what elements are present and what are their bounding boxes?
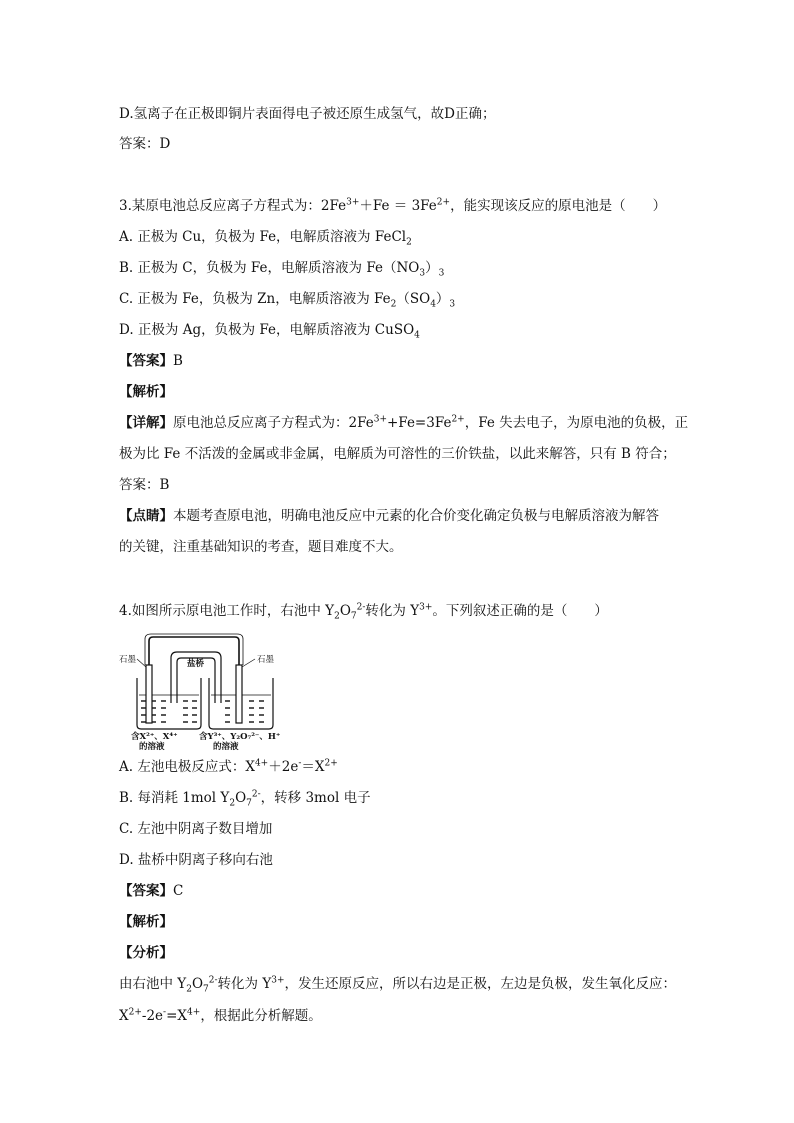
q4-analysis-text: ，发生还原反应，所以右边是正极，左边是负极，发生氧化反应：: [284, 976, 677, 992]
salt-bridge-label: 盐桥: [187, 659, 205, 669]
galvanic-cell-svg: [117, 633, 307, 751]
right-solution-hatching: [225, 701, 264, 722]
q4-stem-sup: 2-: [356, 602, 366, 613]
left-solution-label-1: 含X²⁺、X⁴⁺: [131, 732, 178, 742]
q4-answer: [119, 881, 183, 901]
q3-detail-sup: 3+: [373, 414, 387, 425]
q4-option-a: [119, 757, 338, 777]
q3-detail-text: 原电池总反应离子方程式为：2Fe: [173, 415, 374, 431]
q3-stem-text: 3.某原电池总反应离子方程式为：2Fe: [119, 198, 347, 214]
q3-option-c-sub: 2: [390, 299, 397, 310]
q3-option-c-text: （SO: [396, 291, 431, 307]
q4-analysis-text: =X: [166, 1008, 188, 1024]
q4-analysis-sub: 7: [203, 984, 209, 995]
q4-stem-text: 转化为 Y: [365, 603, 420, 619]
q4-analysis-text: X: [119, 1008, 129, 1024]
q4-option-b: [119, 788, 371, 808]
q3-stem-sup: 3+: [346, 197, 360, 208]
q3-option-a: [119, 227, 412, 247]
q4-answer-tag: 【答案】: [119, 883, 173, 899]
q3-option-c-sub: 3: [449, 299, 456, 310]
q4-option-a-text: ＋2e: [268, 759, 299, 775]
q3-dianjing-text: 本题考查原电池，明确电池反应中元素的化合价变化确定负极与电解质溶液为解答: [173, 508, 659, 524]
q4-analysis-sup: 3+: [271, 975, 285, 986]
q3-dianjing-line-1: [119, 506, 659, 526]
q4-analysis-text: 转化为 Y: [217, 976, 272, 992]
q3-answer: [119, 351, 183, 371]
left-solution-label-2: 的溶液: [139, 742, 165, 751]
q3-dianjing-line-2: 的关键，注重基础知识的考查，题目难度不大。: [119, 539, 403, 555]
q3-detail-text: ，Fe 失去电子，为原电池的负极，正: [464, 415, 689, 431]
q3-option-d-text: D. 正极为 Ag，负极为 Fe，电解质溶液为 CuSO: [119, 322, 415, 338]
q4-analysis-text: -2e: [141, 1008, 164, 1024]
q4-analysis-sup: -: [163, 1007, 167, 1018]
q4-analysis-sub: 2: [186, 984, 192, 995]
q3-answer-tag: 【答案】: [119, 353, 173, 369]
q4-analysis-line-2: [119, 1006, 322, 1026]
q4-stem: [119, 601, 608, 621]
q4-analysis-text: O: [191, 976, 204, 992]
q3-detail-line-2: 极为比 Fe 不活泼的金属或非金属，电解质为可溶性的三价铁盐，以此来解答，只有 B 符合；: [119, 446, 676, 462]
q3-detail-line-1: [119, 413, 688, 433]
q4-option-a-sup: 2+: [324, 758, 338, 769]
q4-analysis-line-1: [119, 974, 676, 994]
q4-analysis-text: 由右池中 Y: [119, 976, 187, 992]
q3-dianjing-tag: 【点睛】: [119, 508, 173, 524]
q3-option-b: [119, 258, 444, 278]
q4-option-b-sup: 2-: [251, 789, 261, 800]
q4-stem-sup: 3+: [419, 602, 433, 613]
q3-stem-text: ，能实现该反应的原电池是（ ）: [450, 198, 667, 214]
q3-detail-line-3: 答案：B: [119, 477, 170, 493]
right-solution-label-1: 含Y³⁺、Y₂O₇²⁻、H⁺: [199, 732, 281, 742]
q3-stem: [119, 196, 666, 216]
q3-option-c-text: ）: [435, 291, 450, 307]
q3-detail-text: +Fe=3Fe: [387, 415, 452, 431]
q3-option-a-sub: 2: [406, 237, 412, 248]
left-electrode-label: 石墨: [119, 655, 137, 665]
q3-stem-text: ＋Fe ＝ 3Fe: [359, 198, 437, 214]
q4-fenxi-tag: 【分析】: [119, 945, 173, 961]
q4-analysis-text: ，根据此分析解题。: [200, 1008, 322, 1024]
q3-option-c: [119, 289, 455, 309]
right-label-leader: [242, 659, 255, 667]
q3-option-d-sub: 4: [414, 330, 420, 341]
galvanic-cell-diagram: [117, 633, 307, 751]
q3-option-b-sub: 3: [438, 268, 445, 279]
right-electrode-label: 石墨: [257, 655, 275, 665]
q4-option-a-text: ＝X: [301, 759, 325, 775]
q4-option-a-text: A. 左池电极反应式：X: [119, 759, 255, 775]
q4-stem-sub: 7: [350, 611, 357, 622]
left-graphite-electrode: [146, 665, 152, 723]
q4-option-b-text: B. 每消耗 1mol Y: [119, 790, 230, 806]
q3-option-c-sub: 4: [430, 299, 436, 310]
q4-option-b-text: O: [235, 790, 247, 806]
right-solution-label-2: 的溶液: [213, 742, 239, 751]
q3-jiexi-tag: 【解析】: [119, 384, 173, 400]
q4-analysis-sup: 2-: [208, 975, 218, 986]
q4-stem-text: 4.如图所示原电池工作时，右池中 Y: [119, 603, 335, 619]
q4-option-a-sup: -: [298, 758, 302, 769]
q3-option-a-text: A. 正极为 Cu，负极为 Fe，电解质溶液为 FeCl: [119, 229, 407, 245]
q4-option-b-sub: 2: [229, 798, 236, 809]
q3-detail-tag: 【详解】: [119, 415, 173, 431]
q3-answer-value: B: [173, 353, 183, 369]
right-graphite-electrode: [236, 665, 242, 723]
q4-stem-text: 。下列叙述正确的是（ ）: [432, 603, 608, 619]
q3-stem-sup: 2+: [436, 197, 451, 208]
q4-stem-text: O: [339, 603, 351, 619]
q3-option-d: [119, 320, 420, 340]
q4-analysis-sup: 4+: [187, 1007, 201, 1018]
q4-stem-sub: 2: [334, 611, 340, 622]
q3-option-c-text: C. 正极为 Fe，负极为 Zn，电解质溶液为 Fe: [119, 291, 391, 307]
q3-detail-sup: 2+: [451, 414, 465, 425]
prev-option-d: D.氢离子在正极即铜片表面得电子被还原生成氢气，故D正确；: [119, 106, 496, 122]
q4-analysis-sup: 2+: [128, 1007, 142, 1018]
q3-option-b-sub: 3: [419, 268, 426, 279]
prev-answer: 答案：D: [119, 136, 171, 152]
q3-option-b-text: B. 正极为 C，负极为 Fe，电解质溶液为 Fe（NO: [119, 260, 420, 276]
q4-option-c: C. 左池中阴离子数目增加: [119, 821, 273, 837]
q4-jiexi-tag: 【解析】: [119, 914, 173, 930]
q4-answer-value: C: [173, 883, 184, 899]
q4-option-a-sup: 4+: [254, 758, 269, 769]
q4-option-b-text: ，转移 3mol 电子: [260, 790, 371, 806]
q4-option-b-sub: 7: [246, 798, 252, 809]
q3-option-b-text: ）: [425, 260, 439, 276]
q4-option-d: D. 盐桥中阴离子移向右池: [119, 852, 273, 868]
